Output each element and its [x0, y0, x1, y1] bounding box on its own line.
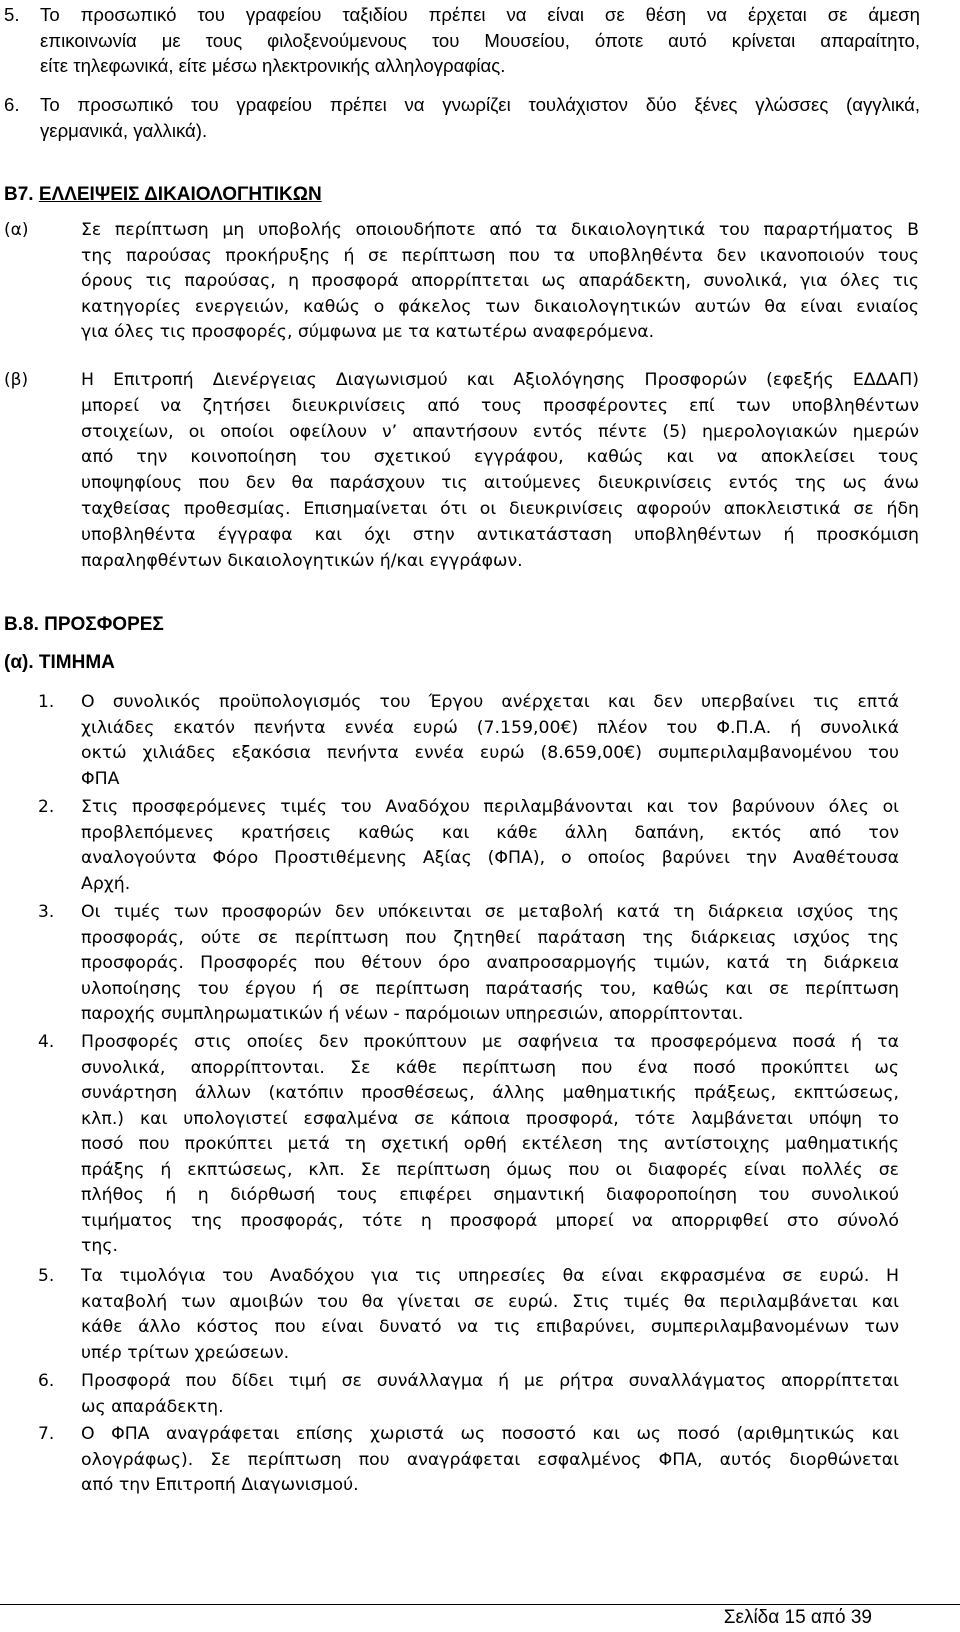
list-item-text	[81, 218, 919, 346]
list-item-text	[81, 1030, 899, 1260]
subsection-heading-price: (α). ΤΙΜΗΜΑ	[4, 652, 115, 673]
list-item-text	[40, 92, 920, 143]
text-line: οκτώ χιλιάδες εξακόσια πενήντα εννέα ευρώ (8.659,00€) συμπεριλαμβανομένου του	[81, 743, 899, 763]
text-line: Προσφορές στις οποίες δεν προκύπτουν με σαφήνεια τα προσφερόμενα ποσά ή τα	[81, 1032, 899, 1052]
text-line: πράξης ή εκπτώσεως, κλπ. Σε περίπτωση όμως που οι διαφορές είναι πολλές σε	[81, 1159, 899, 1180]
text-line: Ο συνολικός προϋπολογισμός του Έργου ανέρχεται και δεν υπερβαίνει τις επτά	[81, 692, 899, 712]
text-line: Ο ΦΠΑ αναγράφεται επίσης χωριστά ως ποσοστό και ως ποσό (αριθμητικώς και	[81, 1424, 899, 1444]
text-line: για όλες τις προσφορές, σύμφωνα με τα κατωτέρω αναφερόμενα.	[81, 322, 655, 342]
text-line: συνολικά, απορρίπτονται. Σε κάθε περίπτωση που ένα ποσό προκύπτει ως	[81, 1057, 899, 1078]
text-line: γερμανικά, γαλλικά).	[40, 119, 208, 141]
list-number: 5.	[4, 4, 20, 25]
text-line: αναλογούντα Φόρο Προστιθέμενης Αξίας (ΦΠΑ), ο οποίος βαρύνει την Αναθέτουσα	[81, 848, 899, 868]
text-line: μπορεί να ζητήσει διευκρινίσεις από τους προσφέροντες επί των υποβληθέντων	[81, 395, 919, 416]
list-item-text	[81, 1422, 899, 1499]
text-line: πλήθος ή η διόρθωσή τους επιφέρει σημαντική διαφοροποίηση του συνολικού	[81, 1185, 899, 1205]
text-line: ταχθείσας προθεσμίας. Επισημαίνεται ότι οι διευκρινίσεις αφορούν αποκλειστικά σε ήδη	[81, 498, 919, 519]
text-line: Στις προσφερόμενες τιμές του Αναδόχου περιλαμβάνονται και τον βαρύνουν όλες οι	[81, 797, 899, 817]
text-line: Το προσωπικό του γραφείου πρέπει να γνωρίζει τουλάχιστον δύο ξένες γλώσσες (αγγλικά,	[40, 94, 920, 115]
text-line: κάθε άλλο κόστος που είναι δυνατό να τις επιβαρύνει, συμπεριλαμβανομένων των	[81, 1317, 899, 1337]
section-title: ΕΛΛΕΙΨΕΙΣ ΔΙΚΑΙΟΛΟΓΗΤΙΚΩΝ	[38, 184, 322, 205]
text-line: υλοποίησης του έργου ή σε περίπτωση παράτασής του, καθώς και σε περίπτωση	[81, 978, 899, 999]
text-line: ολογράφως). Σε περίπτωση που αναγράφεται εσφαλμένος ΦΠΑ, αυτός διορθώνεται	[81, 1449, 899, 1470]
text-line: της.	[81, 1236, 118, 1256]
text-line: προσφοράς. Προσφορές που θέτουν όρο αναπροσαρμογής τιμών, κατά τη διάρκεια	[81, 953, 899, 973]
list-item-text	[81, 795, 899, 897]
list-item-text	[81, 368, 919, 574]
text-line: Το προσωπικό του γραφείου ταξιδίου πρέπει να είναι σε θέση να έρχεται σε άμεση	[40, 4, 920, 25]
list-item-text	[81, 1264, 899, 1366]
text-line: παραληφθέντων δικαιολογητικών ή/και εγγράφων.	[81, 550, 523, 571]
text-line: χιλιάδες εκατόν πενήντα εννέα ευρώ (7.159,00€) πλέον του Φ.Π.Α. ή συνολικά	[81, 717, 899, 738]
list-number: 5.	[38, 1266, 55, 1286]
text-line: ως απαράδεκτη.	[81, 1396, 224, 1417]
text-line: επικοινωνία με τους φιλοξενούμενους του Μουσείου, όποτε αυτό κρίνεται απαραίτητο,	[40, 29, 920, 51]
text-line: προσφοράς, ούτε σε περίπτωση που ζητηθεί παράταση της διάρκειας ισχύος της	[81, 927, 899, 948]
text-line: υποψηφίους που δεν θα παράσχουν τις αιτούμενες διευκρινίσεις εντός της ως άνω	[81, 473, 919, 494]
list-number: 4.	[38, 1032, 55, 1052]
text-line: τιμήματος της προσφοράς, τότε η προσφορά μπορεί να απορριφθεί στο σύνολό	[81, 1210, 899, 1231]
list-number: 1.	[38, 692, 55, 712]
text-line: κατηγορίες ενεργειών, καθώς ο φάκελος των δικαιολογητικών αυτών θα είναι ενιαίος	[81, 296, 919, 317]
list-item-text	[81, 1369, 899, 1420]
list-number: 3.	[38, 902, 55, 922]
list-number: 6.	[38, 1371, 55, 1391]
text-line: Οι τιμές των προσφορών δεν υπόκεινται σε μεταβολή κατά τη διάρκεια ισχύος της	[81, 902, 899, 922]
text-line: παροχής συμπληρωματικών ή νέων - παρόμοιων υπηρεσιών, απορρίπτονται.	[81, 1004, 744, 1024]
text-line: της παρούσας προκήρυξης ή σε περίπτωση που τα υποβληθέντα δεν ικανοποιούν τους	[81, 245, 919, 266]
text-line: συνάρτηση άλλων (κατόπιν προσθέσεως, άλλης μαθηματικής πράξεως, εκπτώσεως,	[81, 1083, 899, 1103]
text-line: Προσφορά που δίδει τιμή σε συνάλλαγμα ή με ρήτρα συναλλάγματος απορρίπτεται	[81, 1371, 899, 1391]
text-line: από την κοινοποίηση του σχετικού εγγράφου, καθώς και να αποκλείσει τους	[81, 447, 919, 468]
text-line: υπέρ τρίτων χρεώσεων.	[81, 1342, 290, 1363]
section-heading-b8: Β.8. ΠΡΟΣΦΟΡΕΣ	[4, 614, 164, 635]
text-line: ΦΠΑ	[81, 768, 120, 789]
list-number: 7.	[38, 1424, 55, 1444]
section-heading-b7	[4, 183, 322, 207]
footer-divider	[0, 1604, 960, 1605]
text-line: Η Επιτροπή Διενέργειας Διαγωνισμού και Αξιολόγησης Προσφορών (εφεξής ΕΔΔΑΠ)	[81, 370, 919, 390]
list-item-text	[81, 690, 899, 792]
text-line: από την Επιτροπή Διαγωνισμού.	[81, 1475, 359, 1495]
text-line: προβλεπόμενες κρατήσεις καθώς και κάθε άλλη δαπάνη, εκτός από τον	[81, 822, 899, 843]
list-item-text	[40, 2, 920, 79]
text-line: Αρχή.	[81, 873, 131, 894]
text-line: κλπ.) και υπολογιστεί εσφαλμένα σε κάποια προσφορά, τότε λαμβάνεται υπόψη το	[81, 1108, 899, 1129]
text-line: υποβληθέντα έγγραφα και όχι στην αντικατάσταση υποβληθέντων ή προσκόμιση	[81, 524, 919, 545]
list-item-text	[81, 900, 899, 1028]
page-number: Σελίδα 15 από 39	[723, 1607, 872, 1628]
section-number: B7.	[4, 184, 39, 205]
item-label: (β)	[4, 370, 29, 390]
list-number: 2.	[38, 797, 55, 817]
text-line: στοιχείων, οι οποίοι οφείλουν ν’ απαντήσουν εντός πέντε (5) ημερολογιακών ημερών	[81, 421, 919, 442]
text-line: όρους τις παρούσας, η προσφορά απορρίπτεται ως απαράδεκτη, συνολικά, για όλες τις	[81, 271, 919, 291]
item-label: (α)	[4, 220, 29, 240]
list-number: 6.	[4, 94, 20, 115]
text-line: Σε περίπτωση μη υποβολής οποιουδήποτε από τα δικαιολογητικά του παραρτήματος Β	[81, 220, 919, 240]
text-line: είτε τηλεφωνικά, είτε μέσω ηλεκτρονικής αλληλογραφίας.	[40, 55, 506, 76]
text-line: καταβολή των αμοιβών του θα γίνεται σε ευρώ. Στις τιμές θα περιλαμβάνεται και	[81, 1291, 899, 1312]
text-line: ποσό που προκύπτει μετά τη σχετική ορθή εκτέλεση της αντίστοιχης μαθηματικής	[81, 1134, 899, 1154]
text-line: Τα τιμολόγια του Αναδόχου για τις υπηρεσίες θα είναι εκφρασμένα σε ευρώ. Η	[81, 1266, 899, 1286]
